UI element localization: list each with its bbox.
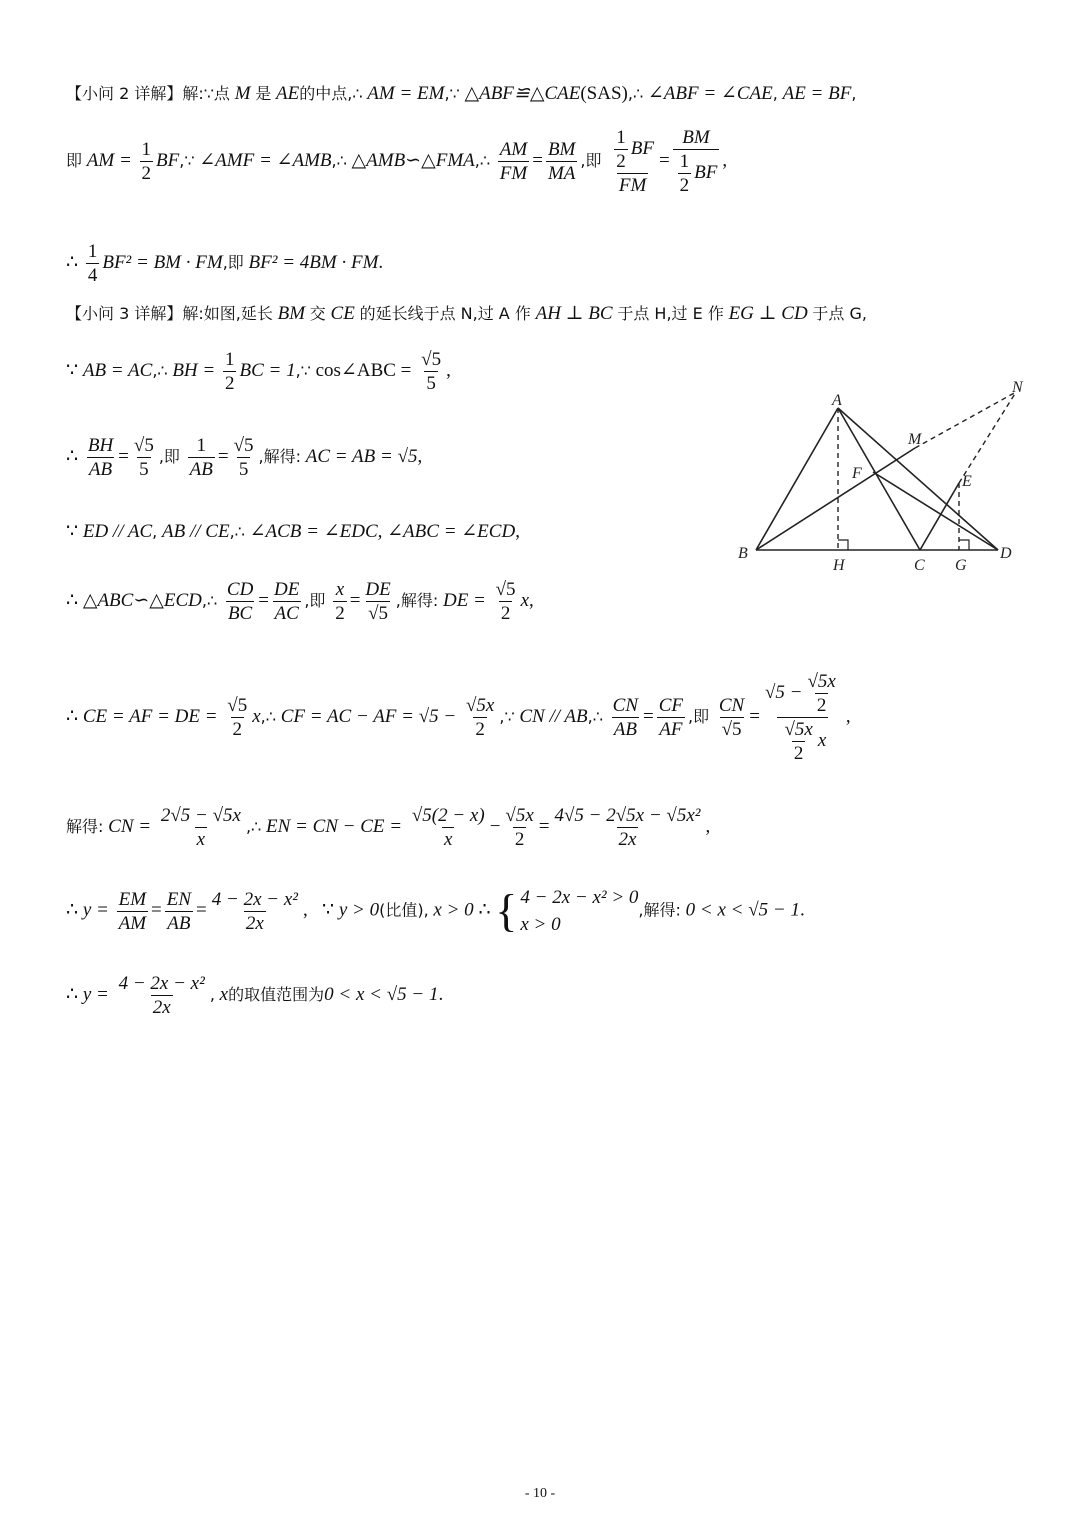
q3-line-1: 【小问 3 详解】解:如图,延长 BM 交 CE 的延长线于点 N,过 A 作 AH ⊥ BC 于点 H,过 E 作 EG ⊥ CD 于点 G, (66, 303, 867, 324)
inequality-system: { 4 − 2x − x² > 0 x > 0 (495, 885, 639, 936)
q3-line-9: ∴ y = $\frac{\text{4 − 2x − x²}}{2x}$ , x的取值范围为0 < x < √5 − 1. (66, 973, 444, 1018)
segment-CE (920, 483, 959, 550)
label-H: H (833, 557, 845, 574)
q3-line-7: 解得: CN = $\frac{2√5 - √5x}{x}$ ,∴ EN = CN − CE = $\frac{√5(2 - x)}{x}$ − $\frac{√5x}{2}$ = $\frac{\text{4√5 − 2√5x − √5x²}}{2x}$ , (66, 805, 711, 850)
segment-AB (756, 408, 838, 550)
q2-heading: 【小问 2 详解】 (66, 84, 183, 103)
fraction: $\frac{DE}{√5}$ (365, 579, 391, 624)
fraction: $\frac{√5}{5}$ (133, 435, 154, 480)
segment-AD (838, 408, 998, 550)
label-N: N (1012, 379, 1023, 396)
label-G: G (955, 557, 967, 574)
fraction: $\frac{√5}{2}$ (495, 579, 516, 624)
fraction: $\frac{1}{2}$ (224, 349, 235, 394)
q3-heading: 【小问 3 详解】 (66, 304, 183, 323)
fraction: $\frac{AM}{FM}$ (499, 139, 528, 184)
label-E: E (962, 473, 972, 490)
fraction: $\frac{x}{2}$ (335, 579, 345, 624)
segment-AC (838, 408, 920, 550)
fraction: $\frac{DE}{AC}$ (274, 579, 300, 624)
fraction: $\frac{\text{4√5 − 2√5x − √5x²}}{2x}$ (554, 805, 701, 850)
q3-line-4: ∵ ED // AC, AB // CE,∴ ∠ACB = ∠EDC, ∠ABC = ∠ECD, (66, 521, 520, 542)
q2-line-3: ∴ $\frac{1}{4}$ BF² = BM · FM,即 BF² = 4BM · FM. (66, 241, 384, 286)
fraction: $\frac{√5}{5}$ (233, 435, 254, 480)
figure-dashed-lines (838, 392, 1016, 550)
fraction: $\frac{EN}{AB}$ (166, 888, 192, 934)
fraction: $\frac{√5(2 - x)}{x}$ (411, 805, 485, 850)
label-C: C (914, 557, 925, 574)
fraction: $\frac{BM}{MA}$ (547, 139, 576, 184)
fraction: $\frac{CD}{BC}$ (226, 579, 254, 624)
right-angle-G (959, 540, 969, 550)
fraction: $\frac{CF}{AF}$ (658, 695, 684, 740)
compound-fraction: BM $\frac{1}{2}$ BF (673, 128, 720, 195)
fraction: $\frac{√5x}{2}$ (505, 805, 534, 850)
fraction: $\frac{CN}{AB}$ (612, 695, 639, 740)
fraction: $\frac{√5}{5}$ (421, 349, 442, 394)
segment-MN (915, 392, 1016, 448)
fraction: $\frac{1}{4}$ (87, 241, 98, 286)
q3-line-6: ∴ CE = AF = DE = $\frac{√5}{2}$ x,∴ CF = AC − AF = √5 − $\frac{√5x}{2}$ ,∵ CN // AB,∴ $\frac{CN}{AB}$ = $\frac{CF}{AF}$ ,即 $\frac{CN}{√5}$ = √5 − $\frac{√5x}{2}$ $\frac{√5x}{2}$ x , (66, 671, 851, 764)
q2-line-2: 即 AM = $\frac{1}{2}$ BF,∵ ∠AMF = ∠AMB,∴ △AMB∽△FMA,∴ $\frac{AM}{FM}$ = $\frac{BM}{MA}$ ,即 $\frac{1}{2}$ BF FM = BM $\frac{1}{2}$ BF , (66, 127, 728, 196)
label-B: B (738, 545, 748, 562)
label-D: D (1000, 545, 1012, 562)
fraction: $\frac{\text{4 − 2x − x²}}{2x}$ (118, 973, 205, 1018)
segment-EN (959, 392, 1016, 483)
q3-line-3: ∴ $\frac{BH}{AB}$ = $\frac{√5}{5}$ ,即 $\frac{1}{AB}$ = $\frac{√5}{5}$ ,解得: AC = AB = √5, (66, 435, 423, 480)
right-angle-marks (838, 540, 969, 550)
q3-line-2: ∵ AB = AC,∴ BH = $\frac{1}{2}$ BC = 1,∵ cos∠ABC = $\frac{√5}{5}$ , (66, 349, 451, 394)
fraction: $\frac{BH}{AB}$ (87, 435, 114, 480)
fraction: $\frac{\text{4 − 2x − x²}}{2x}$ (211, 888, 298, 934)
page-number: - 10 - (524, 1486, 556, 1501)
fraction: $\frac{1}{AB}$ (189, 435, 213, 480)
label-F: F (852, 465, 862, 482)
right-angle-H (838, 540, 848, 550)
compound-fraction: √5 − $\frac{√5x}{2}$ $\frac{√5x}{2}$ x (764, 671, 836, 764)
fraction: $\frac{√5}{2}$ (227, 695, 248, 740)
q2-line-1: 【小问 2 详解】解:∵点 M 是 AE的中点,∴ AM = EM,∵ △ABF≌△CAE(SAS),∴ ∠ABF = ∠CAE, AE = BF, (66, 83, 857, 104)
geometry-figure (734, 372, 1034, 584)
label-A: A (832, 392, 842, 409)
q3-line-5: ∴ △ABC∽△ECD,∴ $\frac{CD}{BC}$ = $\frac{DE}{AC}$ ,即 $\frac{x}{2}$ = $\frac{DE}{√5}$ ,解得: DE = $\frac{√5}{2}$ x, (66, 579, 534, 624)
fraction: $\frac{√5x}{2}$ (465, 695, 495, 740)
fraction: $\frac{EM}{AM}$ (118, 888, 147, 934)
fraction: $\frac{1}{2}$ (141, 139, 152, 184)
compound-fraction: $\frac{1}{2}$ BF FM (616, 127, 654, 196)
segment-FD (873, 472, 998, 550)
fraction: $\frac{2√5 - √5x}{x}$ (160, 805, 241, 850)
fraction: $\frac{CN}{√5}$ (718, 695, 745, 740)
label-M: M (908, 431, 922, 448)
q3-line-8: ∴ y = $\frac{EM}{AM}$ = $\frac{EN}{AB}$ = $\frac{\text{4 − 2x − x²}}{2x}$ , ∵ y > 0(比值), x > 0 ∴ { 4 − 2x − x² > 0 x > 0 ,解得: 0 < x < √5 − 1. (66, 885, 805, 936)
